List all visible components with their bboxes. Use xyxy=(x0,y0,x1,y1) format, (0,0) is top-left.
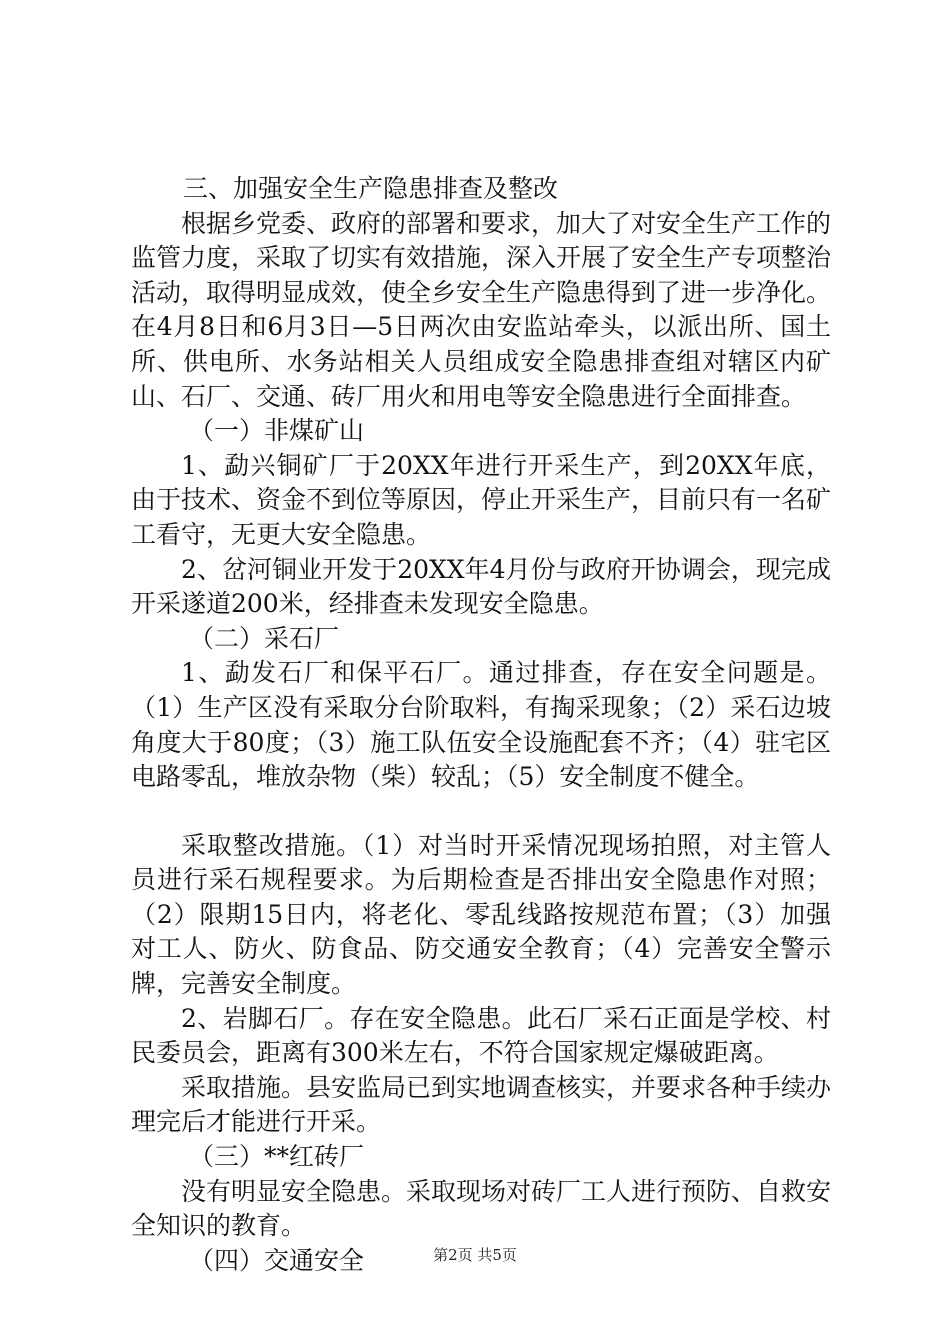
paragraph-quarry-1: 1、勐发石厂和保平石厂。通过排查，存在安全问题是。（1）生产区没有采取分台阶取料，有掏采现象；（2）采石边坡角度大于80度；（3）施工队伍安全设施配套不齐；（4）驻宅区电路零乱，堆放杂物（柴）较乱；（5）安全制度不健全。 xyxy=(131,658,831,792)
paragraph-mine-2: 2、岔河铜业开发于20XX年4月份与政府开协调会，现完成开采遂道200米，经排查未发现安全隐患。 xyxy=(131,554,831,619)
paragraph-rectification: 采取整改措施。（1）对当时开采情况现场拍照，对主管人员进行采石规程要求。为后期检查是否排出安全隐患作对照；（2）限期15日内，将老化、零乱线路按规范布置；（3）加强对工人、防火、防食品、防交通安全教育；（4）完善安全警示牌，完善安全制度。 xyxy=(131,830,831,999)
subsection-heading-1: （一）非煤矿山 xyxy=(189,416,365,446)
paragraph-measures: 采取措施。县安监局已到实地调查核实，并要求各种手续办理完后才能进行开采。 xyxy=(131,1072,832,1137)
paragraph-mine-1: 1、勐兴铜矿厂于20XX年进行开采生产，到20XX年底，由于技术、资金不到位等原因，停止开采生产，目前只有一名矿工看守，无更大安全隐患。 xyxy=(131,450,832,549)
paragraph-quarry-2: 2、岩脚石厂。存在安全隐患。此石厂采石正面是学校、村民委员会，距离有300米左右，不符合国家规定爆破距离。 xyxy=(131,1003,831,1068)
page-footer: 第2页 共5页 xyxy=(433,1246,517,1264)
section-heading-3: 三、加强安全生产隐患排查及整改 xyxy=(183,174,559,203)
blank-line xyxy=(131,795,831,829)
paragraph-brick-factory: 没有明显安全隐患。采取现场对砖厂工人进行预防、自救安全知识的教育。 xyxy=(131,1176,832,1241)
subsection-heading-4: （四）交通安全 xyxy=(189,1245,365,1275)
subsection-heading-2: （二）采石厂 xyxy=(189,623,340,653)
subsection-heading-3: （三）**红砖厂 xyxy=(189,1142,365,1172)
paragraph-intro: 根据乡党委、政府的部署和要求，加大了对安全生产工作的监管力度，采取了切实有效措施，深入开展了安全生产专项整治活动，取得明显成效，使全乡安全生产隐患得到了进一步净化。在4月8日和6月3日—5日两次由安监站牵头，以派出所、国土所、供电所、水务站相关人员组成安全隐患排查组对辖区内矿山、石厂、交通、砖厂用火和用电等安全隐患进行全面排查。 xyxy=(131,208,832,411)
document-body xyxy=(131,172,831,1278)
